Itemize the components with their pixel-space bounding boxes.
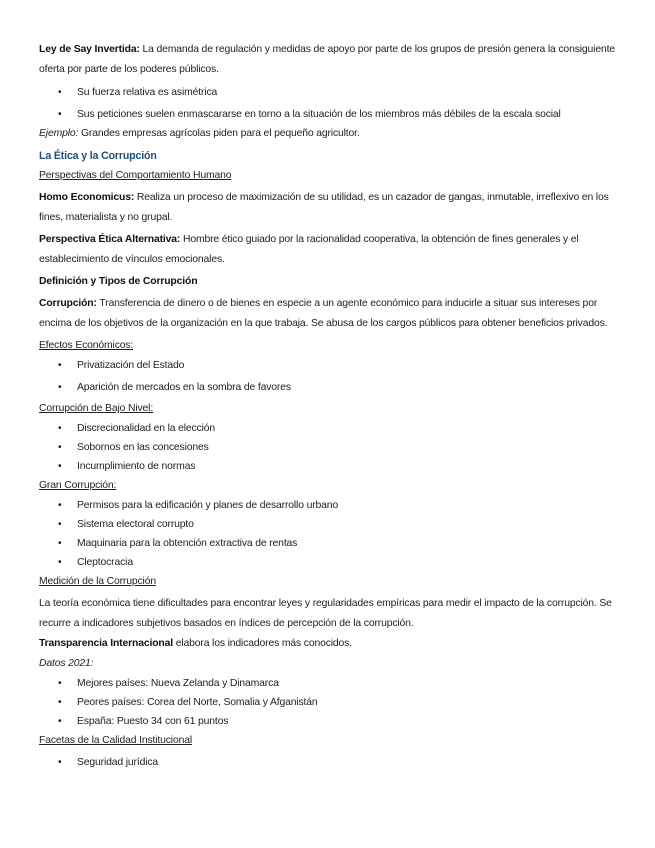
list-item: • Permisos para la edificación y planes de desarrollo urbano (39, 496, 619, 515)
facetas-list (39, 753, 619, 772)
homo-text: Realiza un proceso de maximización de su utilidad, es un cazador de gangas, inmutable, irreflexivo en los fines, materialista y no grupal. (39, 192, 609, 223)
say-term: Ley de Say Invertida: (39, 44, 140, 55)
gran-corrupcion-list (39, 496, 619, 572)
list-item: • Privatización del Estado (39, 356, 619, 375)
list-item: • Incumplimiento de normas (39, 457, 619, 476)
bajo-nivel-label: Corrupción de Bajo Nivel: (39, 403, 154, 414)
say-paragraph (39, 40, 619, 80)
list-item: • Aparición de mercados en la sombra de favores (39, 378, 619, 397)
corrupcion-term: Corrupción: (39, 298, 97, 309)
say-list (39, 83, 619, 124)
medicion-paragraph: La teoría económica tiene dificultades para encontrar leyes y regularidades empíricas para medir el impacto de la corrupción. Se recurre a indicadores subjetivos basados en índices de percepción de la corrupción. (39, 598, 612, 629)
list-item: • España: Puesto 34 con 61 puntos (39, 712, 619, 731)
perspectivas-subheading: Perspectivas del Comportamiento Humano (39, 170, 232, 181)
list-item: • Seguridad jurídica (39, 753, 619, 772)
example-text: Grandes empresas agrícolas piden para el pequeño agricultor. (78, 128, 360, 139)
list-item: • Discrecionalidad en la elección (39, 419, 619, 438)
homo-economicus-paragraph (39, 188, 619, 228)
bajo-nivel-list (39, 419, 619, 476)
list-item: • Sobornos en las concesiones (39, 438, 619, 457)
gran-corrupcion-label: Gran Corrupción: (39, 480, 117, 491)
transparencia-text: elabora los indicadores más conocidos. (172, 638, 352, 649)
list-item: • Peores países: Corea del Norte, Somalia y Afganistán (39, 693, 619, 712)
list-item: • Su fuerza relativa es asimétrica (39, 83, 619, 102)
corrupcion-text: Transferencia de dinero o de bienes en especie a un agente económico para inducirle a situar sus intereses por encima de los objetivos de la organización en la que trabaja. Se abusa de los cargos públicos para obtener beneficios privados. (39, 298, 608, 329)
facetas-label: Facetas de la Calidad Institucional (39, 735, 193, 746)
etica-alternativa-paragraph (39, 230, 619, 270)
transparencia-paragraph (39, 634, 619, 654)
say-example (39, 124, 619, 144)
corrupcion-paragraph (39, 294, 619, 334)
alt-term: Perspectiva Ética Alternativa: (39, 234, 181, 245)
corrupcion-heading: Definición y Tipos de Corrupción (39, 276, 198, 287)
datos-label: Datos 2021: (39, 658, 94, 669)
list-item: • Cleptocracia (39, 553, 619, 572)
efectos-label: Efectos Económicos: (39, 340, 134, 351)
example-label: Ejemplo: (39, 128, 79, 139)
datos-list (39, 674, 619, 731)
medicion-label: Medición de la Corrupción (39, 576, 156, 587)
transparencia-term: Transparencia Internacional (39, 638, 173, 649)
etica-heading: La Ética y la Corrupción (39, 150, 157, 162)
efectos-list (39, 356, 619, 397)
list-item: • Sus peticiones suelen enmascararse en torno a la situación de los miembros más débiles de la escala social (39, 105, 619, 124)
say-text: La demanda de regulación y medidas de apoyo por parte de los grupos de presión genera la consiguiente oferta por parte de los poderes públicos. (39, 44, 615, 75)
alt-text: Hombre ético guiado por la racionalidad cooperativa, la obtención de fines generales y el establecimiento de vínculos emocionales. (39, 234, 579, 265)
homo-term: Homo Economicus: (39, 192, 135, 203)
list-item: • Maquinaria para la obtención extractiva de rentas (39, 534, 619, 553)
list-item: • Mejores países: Nueva Zelanda y Dinamarca (39, 674, 619, 693)
list-item: • Sistema electoral corrupto (39, 515, 619, 534)
